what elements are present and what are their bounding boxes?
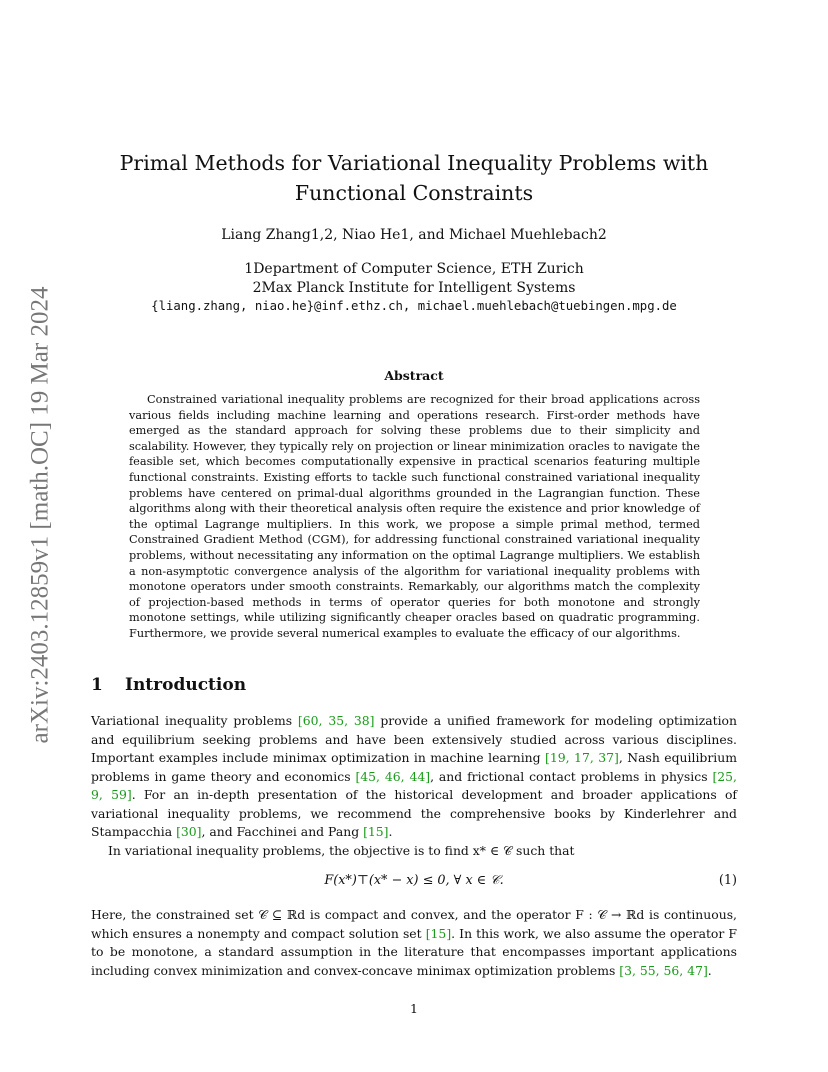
arxiv-id: arXiv:2403.12859v1 [math.OC] 19 Mar 2024 xyxy=(26,286,54,744)
intro-paragraph-1 xyxy=(91,712,737,842)
author-list: Liang Zhang1,2, Niao He1, and Michael Muehlebach2 xyxy=(221,227,607,243)
text-run: . xyxy=(388,824,393,839)
section-heading xyxy=(91,675,246,695)
affiliation-2: 2Max Planck Institute for Intelligent Systems xyxy=(252,280,576,296)
text-run: provide a unified framework for modeling optimization and equilibrium seeking problems and have been extensively studied across various disciplines. Important examples include minimax optimization in machine learning xyxy=(91,713,737,765)
author-emails: {liang.zhang, niao.he}@inf.ethz.ch, michael.muehlebach@tuebingen.mpg.de xyxy=(151,299,677,313)
intro-paragraph-3 xyxy=(91,906,737,980)
intro-paragraph-2: In variational inequality problems, the objective is to find x* ∈ 𝒞 such that xyxy=(108,843,575,858)
text-run: Here, the constrained set 𝒞 ⊆ ℝd is compact and convex, and the operator F : 𝒞 → ℝd is continuous, which ensures a nonempty and compact solution set xyxy=(91,907,737,941)
text-run: . In this work, we also assume the operator F to be monotone, a standard assumption in the literature that encompasses important applications including convex minimization and convex-concave minimax optimization problems xyxy=(91,925,738,978)
abstract-text: Constrained variational inequality problems are recognized for their broad applications across various fields including machine learning and operations research. First-order methods have emerged as the standard approach for solving these problems due to their simplicity and scalability. However, they typically rely on projection or linear minimization oracles to navigate the feasible set, which becomes computationally expensive in practical scenarios featuring multiple functional constraints. Existing efforts to tackle such functional constrained variational inequality problems have centered on primal-dual algorithms grounded in the Lagrangian function. These algorithms along with their theoretical analysis often require the existence and prior knowledge of the optimal Lagrange multipliers. In this work, we propose a simple primal method, termed Constrained Gradient Method (CGM), for addressing functional constrained variational inequality problems, without necessitating any information on the optimal Lagrange multipliers. We establish a non-asymptotic convergence analysis of the algorithm for variational inequality problems with monotone operators under smooth constraints. Remarkably, our algorithms match the complexity of projection-based methods in terms of operator queries for both monotone and strongly monotone settings, while utilizing significantly cheaper oracles based on quadratic programming. Furthermore, we provide several numerical examples to evaluate the efficacy of our algorithms. xyxy=(129,393,700,640)
affiliation-1: 1Department of Computer Science, ETH Zurich xyxy=(244,261,584,277)
section-title: Introduction xyxy=(125,675,247,695)
citation-link[interactable]: [30] xyxy=(176,824,202,839)
affiliations xyxy=(100,260,728,298)
citation-link[interactable]: [3, 55, 56, 47] xyxy=(619,962,708,978)
text-run: Variational inequality problems xyxy=(91,713,298,728)
citation-link[interactable]: [45, 46, 44] xyxy=(355,768,431,784)
text-run: , Nash equilibrium problems in game theory and economics xyxy=(91,750,737,784)
equation-1 xyxy=(91,873,737,893)
arxiv-sidebar-stamp xyxy=(24,255,56,775)
text-run: . xyxy=(707,962,712,978)
citation-link[interactable]: [60, 35, 38] xyxy=(297,713,375,728)
abstract-heading: Abstract xyxy=(384,368,444,383)
text-run: , and frictional contact problems in physics xyxy=(430,768,713,784)
page-number: 1 xyxy=(410,1001,418,1016)
paper-title: Primal Methods for Variational Inequality Problems with Functional Constraints xyxy=(119,151,709,205)
section-number: 1 xyxy=(91,675,103,695)
equation-number: (1) xyxy=(718,873,737,888)
citation-link[interactable]: [15] xyxy=(425,925,452,941)
citation-link[interactable]: [19, 17, 37] xyxy=(545,750,619,765)
citation-link[interactable]: [15] xyxy=(363,824,389,839)
citation-link[interactable]: [25, 9, 59] xyxy=(91,768,737,802)
text-run: . For an in-depth presentation of the historical development and broader applications of variational inequality problems, we recommend the comprehensive books by Kinderlehrer and Stampacchia xyxy=(91,787,737,839)
equation-expression: F(x*)⊤(x* − x) ≤ 0, ∀ x ∈ 𝒞. xyxy=(324,873,504,888)
text-run: , and Facchinei and Pang xyxy=(201,824,364,839)
